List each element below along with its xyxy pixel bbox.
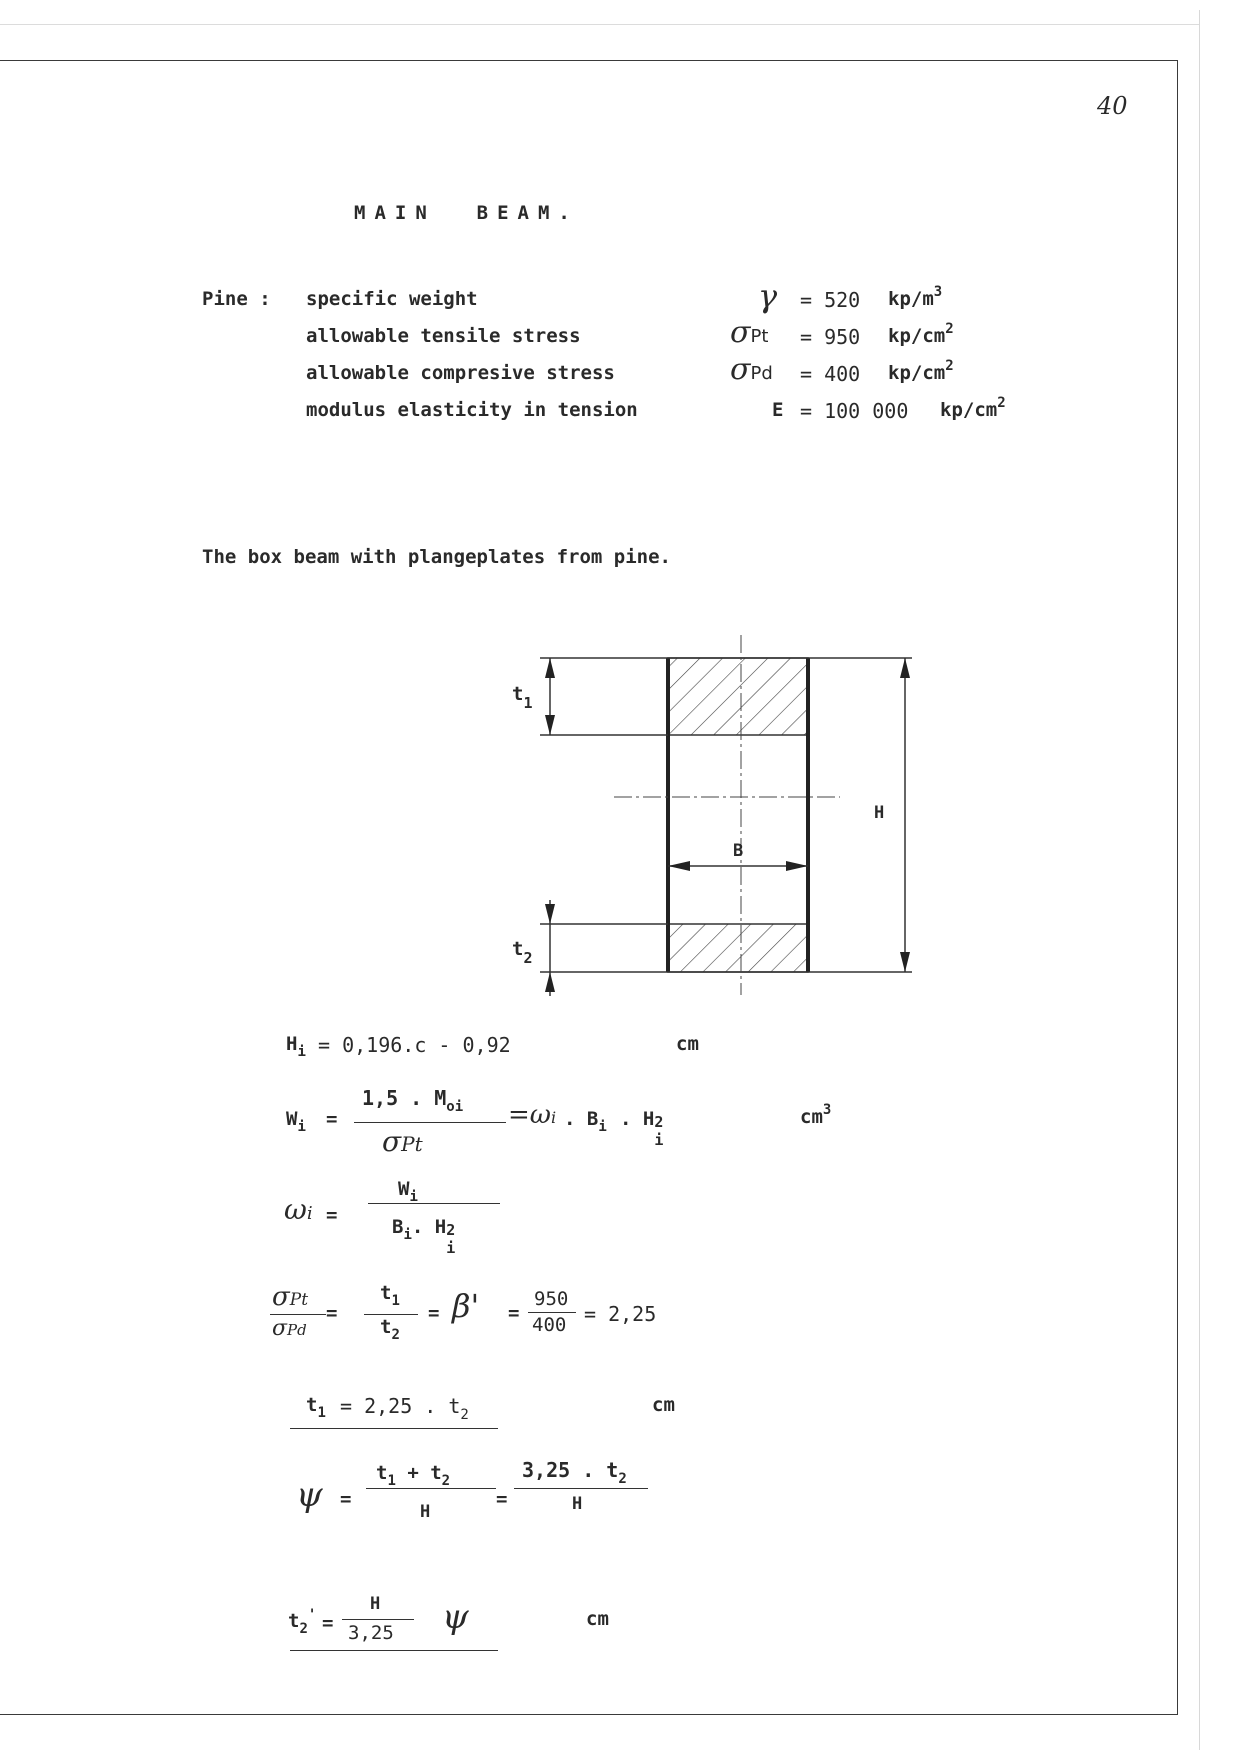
symbol-gamma: γ xyxy=(758,277,778,315)
property-tensile-stress: allowable tensile stress xyxy=(306,325,581,347)
eq-w-fraction-bar xyxy=(354,1122,506,1123)
eq-t2-num: H xyxy=(370,1594,381,1614)
eq-psi-bar2 xyxy=(514,1488,648,1489)
page-number: 40 xyxy=(1097,92,1128,120)
eq-t1-rhs: = 2,25 . $t_2$ xyxy=(340,1394,469,1423)
eq-w-eq: = xyxy=(326,1108,338,1130)
symbol-sigma-pd: σPd xyxy=(730,352,773,387)
eq-t1-unit: cm xyxy=(652,1394,675,1416)
eq-psi-den2: H xyxy=(572,1494,583,1514)
eq-ratio-num2: $t_1$ xyxy=(380,1282,400,1309)
diagram-label-t1: $t_1$ xyxy=(512,683,533,712)
eq-t2-psi: ψ xyxy=(442,1597,469,1637)
eq-psi-bar1 xyxy=(366,1488,496,1489)
eq-psi-den1: H xyxy=(420,1502,431,1522)
eq-ratio-eq3: = xyxy=(508,1302,520,1324)
eq-w-lhs: $W_i$ xyxy=(286,1108,306,1135)
property-compressive-stress: allowable compresive stress xyxy=(306,362,615,384)
eq-ratio-eq2: = xyxy=(428,1302,440,1324)
unit-tensile-stress: $kp/cm^2$ xyxy=(888,321,954,347)
eq-ratio-num3: 950 xyxy=(534,1288,569,1310)
eq-w-rhs-h: . H 2 i xyxy=(620,1108,664,1149)
eq-w-den: σPt xyxy=(382,1125,423,1158)
description: The box beam with plangeplates from pine. xyxy=(202,546,671,568)
eq-ratio-bar1 xyxy=(270,1314,326,1315)
bottom-flange xyxy=(668,924,808,972)
eq-ratio-beta: β' xyxy=(452,1287,480,1325)
material-label: Pine : xyxy=(202,288,271,310)
eq-psi-eq2: = xyxy=(496,1488,508,1510)
eq-h-unit: cm xyxy=(676,1033,699,1055)
unit-compressive-stress: $kp/cm^2$ xyxy=(888,358,954,384)
eq-t2-bar xyxy=(342,1619,414,1620)
eq-omega-lhs: ωi xyxy=(284,1193,313,1226)
eq-t2-underline xyxy=(290,1650,498,1651)
unit-specific-weight: $kp/m^3$ xyxy=(888,284,943,310)
eq-psi-num1: $t_1 + t_2$ xyxy=(376,1462,451,1489)
eq-h-rhs: = 0,196.c - 0,92 xyxy=(318,1033,511,1057)
eq-psi-lhs: ψ xyxy=(296,1475,323,1515)
eq-t2-lhs: $t_2'$ xyxy=(288,1607,317,1637)
eq-psi-eq1: = xyxy=(340,1488,352,1510)
diagram-label-t2: $t_2$ xyxy=(512,938,533,967)
diagram-label-b: B xyxy=(733,841,744,861)
value-specific-weight: = 520 xyxy=(800,288,861,312)
eq-omega-eq: = xyxy=(326,1204,338,1226)
eq-w-unit: $cm^3$ xyxy=(800,1102,832,1128)
eq-ratio-bar3 xyxy=(528,1312,576,1313)
eq-ratio-bar2 xyxy=(364,1314,418,1315)
page-title: MAIN BEAM. xyxy=(354,202,579,224)
value-tensile-stress: = 950 xyxy=(800,325,861,349)
eq-omega-fraction-bar xyxy=(368,1203,500,1204)
eq-t1-lhs: $t_1$ xyxy=(306,1394,326,1421)
eq-ratio-den2: $t_2$ xyxy=(380,1316,400,1343)
eq-t2-den: 3,25 xyxy=(348,1622,394,1644)
eq-w-omega: =ωi xyxy=(508,1100,557,1130)
symbol-e: E xyxy=(772,399,784,421)
eq-omega-den: $B_i$. H 2 i xyxy=(392,1216,456,1257)
eq-psi-num2: 3,25 . $t_2$ xyxy=(522,1458,627,1487)
eq-w-num: 1,5 . $M_{oi}$ xyxy=(362,1086,464,1115)
eq-ratio-result: = 2,25 xyxy=(584,1302,657,1326)
symbol-sigma-pt: σPt xyxy=(730,315,769,350)
eq-t2-eq: = xyxy=(322,1612,334,1634)
eq-t1-underline xyxy=(290,1428,498,1429)
unit-modulus: $kp/cm^2$ xyxy=(940,395,1006,421)
top-flange xyxy=(668,658,808,735)
eq-ratio-eq1: = xyxy=(326,1302,338,1324)
property-specific-weight: specific weight xyxy=(306,288,478,310)
eq-h-lhs: $H_i$ xyxy=(286,1033,306,1060)
eq-ratio-den3: 400 xyxy=(532,1314,567,1336)
eq-w-rhs-b: . $B_i$ xyxy=(564,1108,607,1135)
eq-omega-num: $W_i$ xyxy=(398,1178,418,1205)
eq-ratio-num1: σPt xyxy=(272,1282,309,1312)
eq-t2-unit: cm xyxy=(586,1608,609,1630)
diagram-label-h: H xyxy=(874,803,885,823)
value-compressive-stress: = 400 xyxy=(800,362,861,386)
property-modulus: modulus elasticity in tension xyxy=(306,399,638,421)
value-modulus: = 100 000 xyxy=(800,399,909,423)
eq-ratio-den1: σPd xyxy=(272,1316,307,1341)
